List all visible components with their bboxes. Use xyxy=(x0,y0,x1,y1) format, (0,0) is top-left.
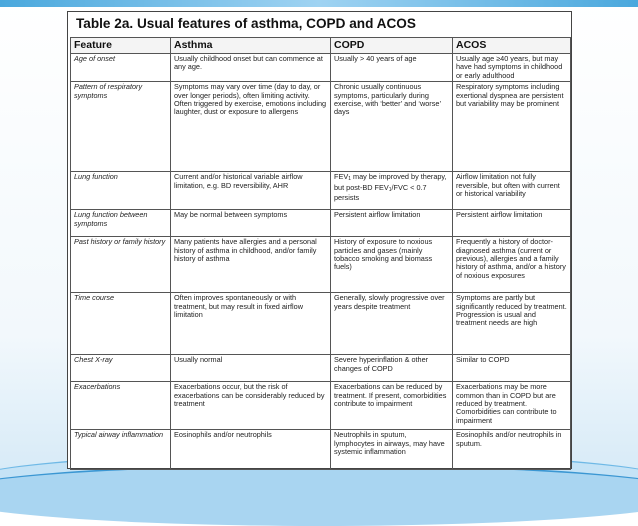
asthma-cell: Symptoms may vary over time (day to day, or over longer periods), often limiting activity. Often triggered by exercise, emotions including laughter, dust or exposure to allergens xyxy=(171,82,331,172)
features-table xyxy=(70,37,571,470)
table-row xyxy=(71,172,571,210)
table-row xyxy=(71,430,571,470)
copd-cell: Severe hyperinflation & other changes of COPD xyxy=(331,355,453,382)
column-header-copd: COPD xyxy=(331,38,453,54)
feature-cell: Pattern of respiratory symptoms xyxy=(71,82,171,172)
copd-cell: Exacerbations can be reduced by treatment. If present, comorbidities contribute to impairment xyxy=(331,382,453,430)
acos-cell: Symptoms are partly but significantly reduced by treatment. Progression is usual and treatment needs are high xyxy=(453,293,571,355)
column-header-acos: ACOS xyxy=(453,38,571,54)
copd-cell xyxy=(331,172,453,210)
copd-cell: Persistent airflow limitation xyxy=(331,210,453,237)
table-row xyxy=(71,237,571,293)
feature-cell: Lung function xyxy=(71,172,171,210)
acos-cell: Eosinophils and/or neutrophils in sputum. xyxy=(453,430,571,470)
acos-cell: Similar to COPD xyxy=(453,355,571,382)
copd-cell: History of exposure to noxious particles and gases (mainly tobacco smoking and biomass fuels) xyxy=(331,237,453,293)
asthma-cell: Often improves spontaneously or with treatment, but may result in fixed airflow limitation xyxy=(171,293,331,355)
feature-cell: Typical airway inflammation xyxy=(71,430,171,470)
copd-lung-text-b: may be improved by therapy, but post-BD FEV xyxy=(334,172,447,192)
acos-cell: Frequently a history of doctor-diagnosed asthma (current or previous), allergies and a family history of asthma, and/or a history of noxious exposures xyxy=(453,237,571,293)
acos-cell: Exacerbations may be more common than in COPD but are reduced by treatment. Comorbidities can contribute to impairment xyxy=(453,382,571,430)
header-row xyxy=(71,38,571,54)
asthma-cell: May be normal between symptoms xyxy=(171,210,331,237)
copd-lung-text-c: /FVC < 0.7 persists xyxy=(334,182,427,203)
asthma-cell: Many patients have allergies and a personal history of asthma in childhood, and/or family history of asthma xyxy=(171,237,331,293)
decorative-wave xyxy=(0,464,638,526)
acos-cell: Airflow limitation not fully reversible, but often with current or historical variability xyxy=(453,172,571,210)
table-row xyxy=(71,210,571,237)
column-header-asthma: Asthma xyxy=(171,38,331,54)
copd-cell: Chronic usually continuous symptoms, particularly during exercise, with ‘better’ and ‘worse’ days xyxy=(331,82,453,172)
feature-cell: Time course xyxy=(71,293,171,355)
feature-cell: Age of onset xyxy=(71,54,171,82)
feature-cell: Past history or family history xyxy=(71,237,171,293)
asthma-cell: Exacerbations occur, but the risk of exacerbations can be considerably reduced by treatment xyxy=(171,382,331,430)
table-row xyxy=(71,355,571,382)
feature-cell: Exacerbations xyxy=(71,382,171,430)
acos-cell: Respiratory symptoms including exertional dyspnea are persistent but variability may be prominent xyxy=(453,82,571,172)
copd-cell: Neutrophils in sputum, lymphocytes in airways, may have systemic inflammation xyxy=(331,430,453,470)
copd-cell: Usually > 40 years of age xyxy=(331,54,453,82)
acos-cell: Usually age ≥40 years, but may have had symptoms in childhood or early adulthood xyxy=(453,54,571,82)
subscript: 1 xyxy=(388,186,392,193)
asthma-cell: Usually normal xyxy=(171,355,331,382)
feature-cell: Lung function between symptoms xyxy=(71,210,171,237)
table-row xyxy=(71,382,571,430)
feature-cell: Chest X-ray xyxy=(71,355,171,382)
table-row xyxy=(71,293,571,355)
table-row xyxy=(71,54,571,82)
table-row xyxy=(71,82,571,172)
table-title: Table 2a. Usual features of asthma, COPD and ACOS xyxy=(76,16,416,31)
subscript: 1 xyxy=(348,176,351,183)
asthma-cell: Eosinophils and/or neutrophils xyxy=(171,430,331,470)
copd-lung-text-a: FEV xyxy=(334,172,349,182)
asthma-cell: Usually childhood onset but can commence at any age. xyxy=(171,54,331,82)
slide-top-border xyxy=(0,0,638,7)
asthma-cell: Current and/or historical variable airflow limitation, e.g. BD reversibility, AHR xyxy=(171,172,331,210)
column-header-feature: Feature xyxy=(71,38,171,54)
copd-cell: Generally, slowly progressive over years despite treatment xyxy=(331,293,453,355)
acos-cell: Persistent airflow limitation xyxy=(453,210,571,237)
